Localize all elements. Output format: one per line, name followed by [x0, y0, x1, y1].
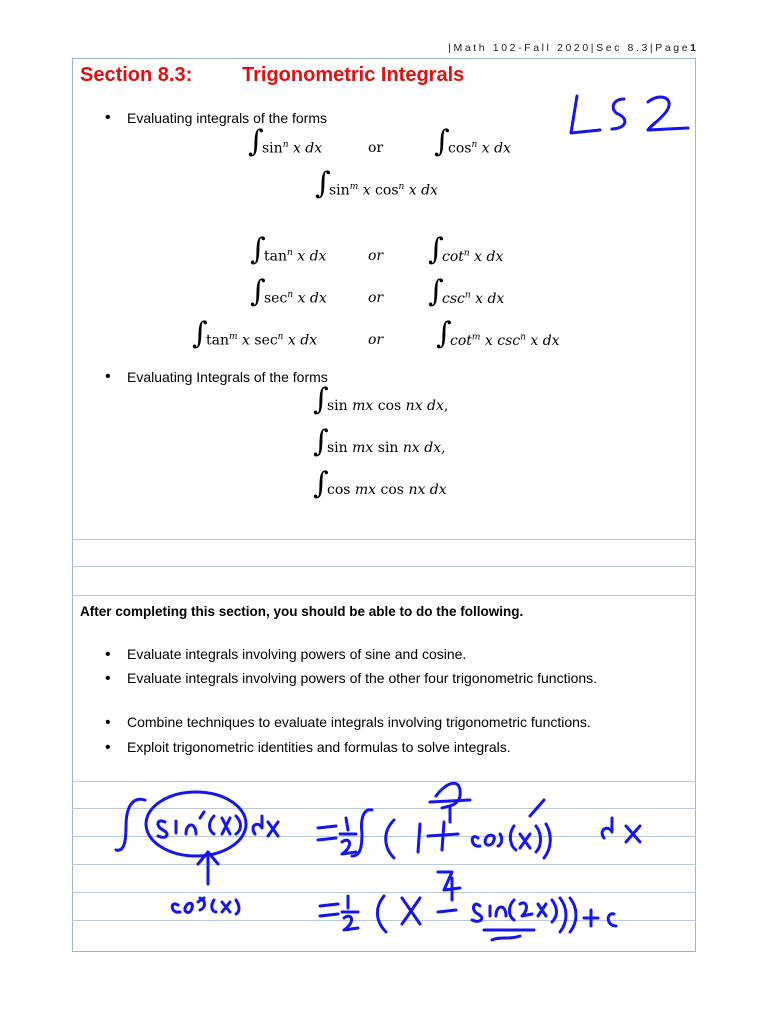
handwritten-integral — [116, 799, 145, 850]
handwritten-minus-plus — [428, 822, 458, 850]
objective-text: • Combine techniques to evaluate integrals involving trigonometric functions. — [127, 714, 591, 730]
handwritten-minus-2 — [438, 872, 460, 912]
handwritten-half-1 — [340, 818, 356, 854]
handwritten-plus-c — [584, 910, 616, 926]
bullet-forms-2-text: Evaluating Integrals of the forms — [127, 369, 328, 385]
objectives-heading: After completing this section, you should be able to do the following. — [80, 604, 524, 619]
objective-text: • Exploit trigonometric identities and formulas to solve integrals. — [127, 739, 511, 755]
handwritten-cos2x-2 — [472, 824, 550, 858]
handwritten-ls2-tag — [571, 96, 688, 133]
handwritten-circle — [146, 792, 246, 856]
or-label: or — [368, 140, 384, 156]
handwritten-dx — [253, 816, 278, 836]
handwritten-half-2 — [342, 896, 358, 930]
handwritten-x — [402, 898, 420, 924]
handwritten-dx-2 — [602, 818, 640, 842]
handwritten-equals-2 — [320, 904, 338, 916]
section-topic: Trigonometric Integrals — [242, 64, 465, 86]
handwritten-paren-open — [386, 820, 394, 858]
handwritten-one — [418, 824, 420, 852]
or-label: or — [368, 248, 384, 264]
handwritten-sin2x-2 — [472, 898, 576, 932]
header-page-number: 1 — [690, 42, 696, 54]
section-number: Section 8.3: — [80, 64, 193, 86]
handwritten-strike-plus — [430, 783, 470, 822]
handwritten-cos2x — [172, 898, 239, 914]
handwritten-paren-open-2 — [377, 896, 386, 932]
handwritten-underline — [484, 930, 534, 940]
bullet-forms-1-text: Evaluating integrals of the forms — [127, 110, 327, 126]
handwritten-sin2x — [158, 812, 241, 837]
objective-text: • Evaluate integrals involving powers of the other four trigonometric functions. — [127, 670, 598, 686]
or-label: or — [368, 332, 384, 348]
handwritten-equals-1 — [318, 826, 336, 840]
header-course: |Math 102-Fall 2020|Sec 8.3|Page — [448, 42, 691, 54]
handwritten-slash — [530, 800, 544, 816]
objective-text: • Evaluate integrals involving powers of sine and cosine. — [127, 646, 467, 662]
or-label: or — [368, 290, 384, 306]
